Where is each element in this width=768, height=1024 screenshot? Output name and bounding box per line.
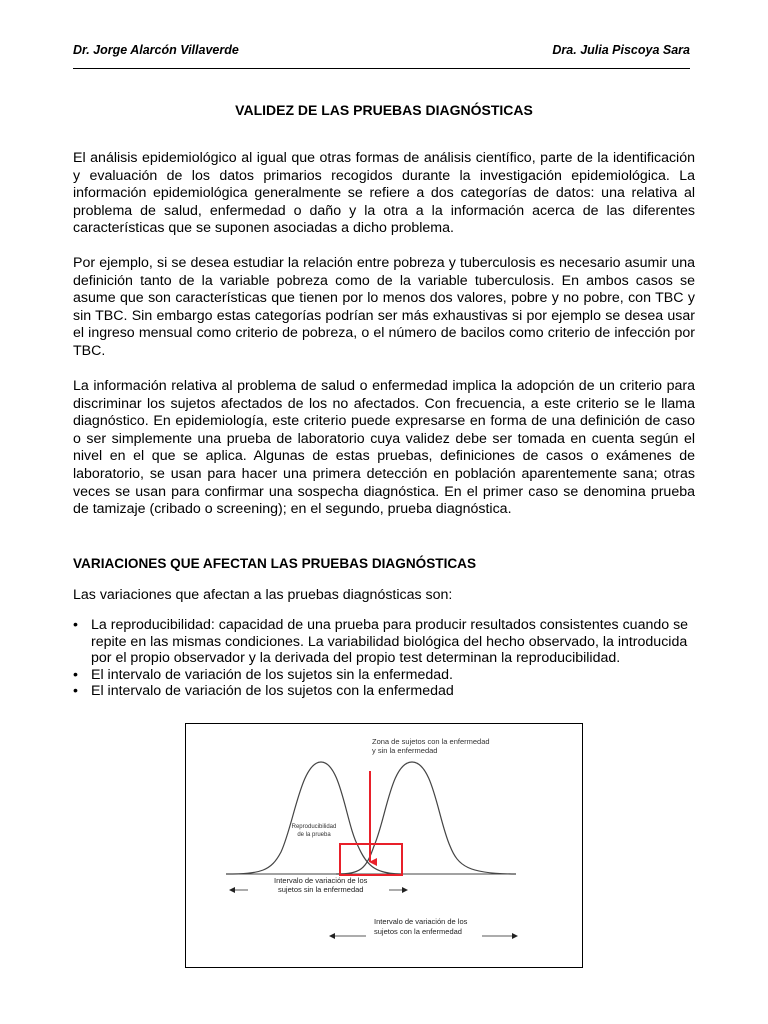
list-item: • La reproducibilidad: capacidad de una prueba para producir resultados consistentes cuando se repite en las mismas condiciones. La variabilidad biológica del hecho observado, la introducida por el propio observador y la derivada del propio test determinan la reproducibilidad. <box>73 617 695 667</box>
header-divider <box>73 68 690 69</box>
zone-label-line2: y sin la enfermedad <box>372 746 438 755</box>
page-title: VALIDEZ DE LAS PRUEBAS DIAGNÓSTICAS <box>235 102 533 118</box>
interval-without-arrowhead-right <box>402 887 408 893</box>
diagnostic-figure <box>185 723 583 968</box>
zone-label-line1: Zona de sujetos con la enfermedad <box>372 737 490 746</box>
list-item: • El intervalo de variación de los sujetos sin la enfermedad. <box>73 667 695 684</box>
interval-with-line2: sujetos con la enfermedad <box>374 927 462 936</box>
variation-list <box>73 617 695 700</box>
paragraph-1: El análisis epidemiológico al igual que otras formas de análisis científico, parte de la identificación y evaluación de los datos primarios recogidos durante la investigación epidemiológica. La información epidemiológica generalmente se refiere a dos categorías de datos: una relativa al problema de salud, enfermedad o daño y la otra a la información acerca de las diferentes características que se suponen asociadas a dicho problema. <box>73 150 695 237</box>
header-left-author: Dr. Jorge Alarcón Villaverde <box>73 43 239 57</box>
repro-label-line1: Reproducibilidad <box>291 824 337 830</box>
section-title: VARIACIONES QUE AFECTAN LAS PRUEBAS DIAGNÓSTICAS <box>73 556 477 571</box>
curve-with-disease <box>336 762 516 874</box>
paragraph-2: Por ejemplo, si se desea estudiar la relación entre pobreza y tuberculosis es necesario asumir una definición tanto de la variable pobreza como de la variable tuberculosis. En ambos casos se asume que son características que tienen por lo menos dos valores, pobre y no pobre, con TBC y sin TBC. Sin embargo estas categorías podrían ser más exhaustivas si por ejemplo se desea usar el ingreso mensual como criterio de pobreza, o el número de bacilos como criterio de infección por TBC. <box>73 255 695 359</box>
interval-with-arrowhead-left <box>329 933 335 939</box>
interval-without-arrowhead-left <box>229 887 235 893</box>
page-header <box>73 43 690 57</box>
interval-with-line1: Intervalo de variación de los <box>374 917 468 926</box>
interval-without-line2: sujetos sin la enfermedad <box>278 885 364 894</box>
curve-without-disease <box>226 762 401 874</box>
header-right-author: Dra. Julia Piscoya Sara <box>552 43 690 57</box>
paragraph-3: La información relativa al problema de salud o enfermedad implica la adopción de un criterio para discriminar los sujetos afectados de los no afectados. Con frecuencia, a este criterio se le llama diagnóstico. En epidemiología, este criterio puede expresarse en forma de una definición de caso o ser simplemente una prueba de laboratorio cuya validez debe ser tomada en cuenta según el nivel en el que se aplica. Algunas de estas pruebas, definiciones de casos o exámenes de laboratorio, se usan para hacer una primera detección en población aparentemente sana; otras veces se usan para confirmar una sospecha diagnóstica. En el primer caso se denomina prueba de tamizaje (cribado o screening); en el segundo, prueba diagnóstica. <box>73 378 695 518</box>
interval-without-line1: Intervalo de variación de los <box>274 876 368 885</box>
repro-label-line2: de la prueba <box>297 832 331 838</box>
interval-with-arrowhead-right <box>512 933 518 939</box>
section-intro: Las variaciones que afectan a las pruebas diagnósticas son: <box>73 587 453 603</box>
list-item: • El intervalo de variación de los sujetos con la enfermedad <box>73 683 695 700</box>
figure-svg <box>186 724 584 969</box>
